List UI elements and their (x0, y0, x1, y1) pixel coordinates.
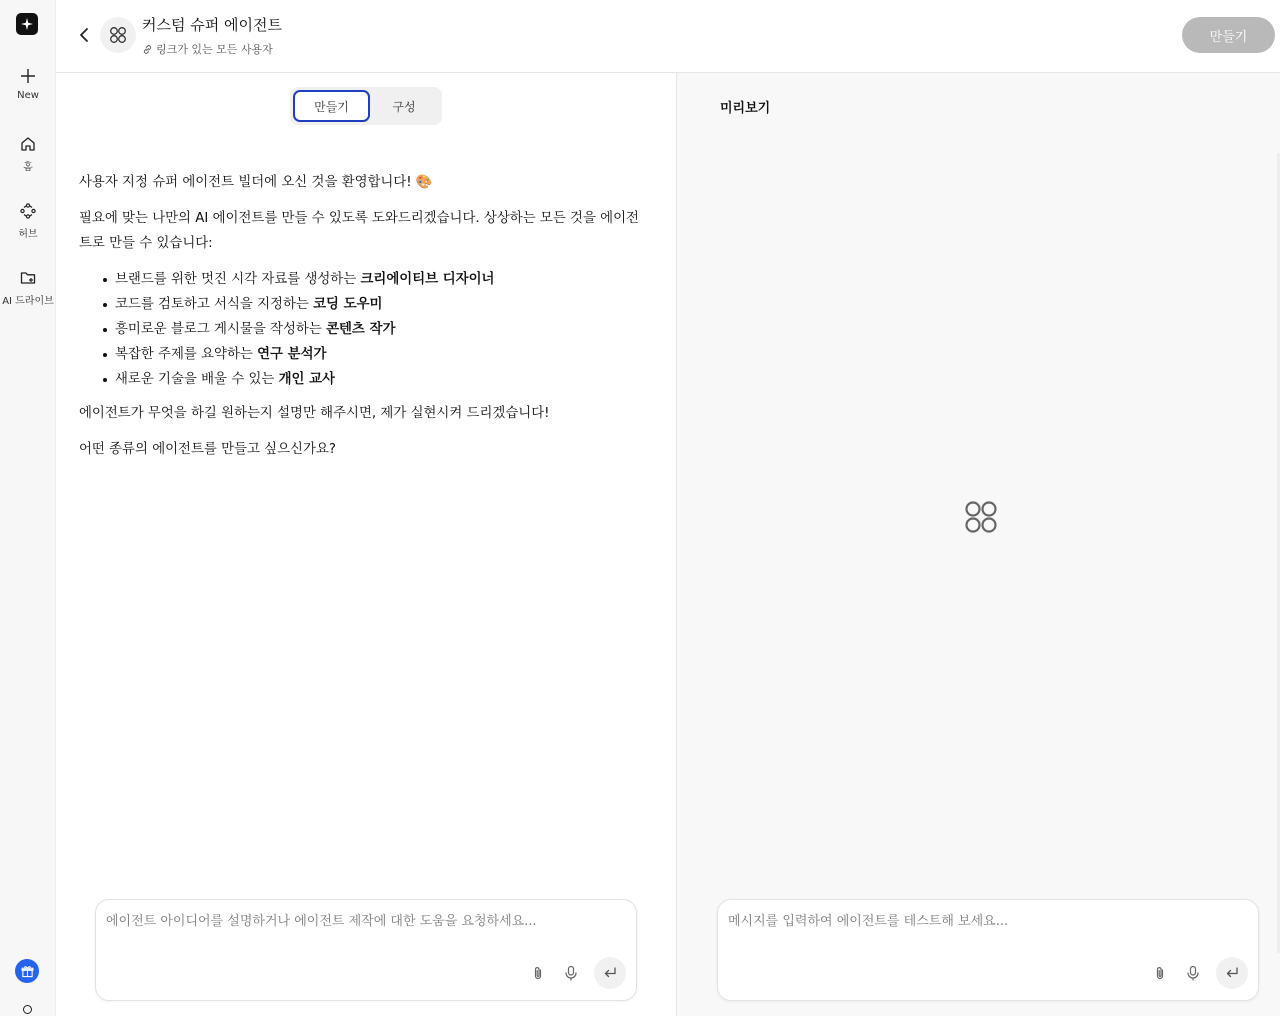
list-item: 흥미로운 블로그 게시물을 작성하는 콘텐츠 작가 (79, 317, 649, 342)
link-icon (142, 44, 153, 55)
tab-create[interactable]: 만들기 (293, 90, 370, 122)
paperclip-icon[interactable] (530, 965, 546, 981)
agent-title[interactable]: 커스텀 슈퍼 에이전트 (142, 16, 282, 34)
agent-avatar[interactable] (100, 17, 136, 53)
rail-item-ai-drive[interactable] (0, 270, 56, 307)
preview-pane (676, 73, 1280, 1016)
mode-tabs (290, 87, 442, 125)
app-logo-icon[interactable] (16, 13, 38, 35)
home-icon (20, 136, 36, 152)
rail-item-label: 허브 (18, 229, 38, 240)
builder-pane (56, 73, 676, 1016)
list-item: 브랜드를 위한 멋진 시각 자료를 생성하는 크리에이티브 디자이너 (79, 267, 649, 292)
paperclip-icon[interactable] (1152, 965, 1168, 981)
assistant-message (79, 170, 649, 473)
rail-item-new[interactable] (0, 68, 56, 101)
account-status-icon[interactable] (23, 1005, 32, 1014)
builder-input[interactable] (106, 910, 626, 950)
message-intro: 사용자 지정 슈퍼 에이전트 빌더에 오신 것을 환영합니다! 🎨 (79, 175, 433, 190)
plus-icon (20, 68, 36, 84)
share-setting[interactable] (142, 41, 273, 57)
tab-configure[interactable]: 구성 (392, 99, 416, 114)
message-question: 어떤 종류의 에이전트를 만들고 싶으신가요? (79, 442, 336, 457)
rail-item-label: AI 드라이브 (2, 296, 54, 307)
create-button[interactable]: 만들기 (1182, 17, 1275, 53)
header (56, 0, 1280, 73)
share-label: 링크가 있는 모든 사용자 (156, 43, 273, 56)
send-button[interactable] (1216, 957, 1248, 989)
rail-item-label: 홈 (23, 162, 33, 173)
back-arrow-icon[interactable] (76, 26, 94, 44)
rail-item-home[interactable] (0, 136, 56, 173)
list-item: 코드를 검토하고 서식을 지정하는 코딩 도우미 (79, 292, 649, 317)
preview-input[interactable] (728, 910, 1248, 950)
rail-item-label: New (17, 90, 39, 101)
microphone-icon[interactable] (1185, 965, 1201, 981)
hub-icon (20, 203, 36, 219)
message-outro: 에이전트가 무엇을 하길 원하는지 설명만 해주시면, 제가 실현시켜 드리겠습니다! (79, 406, 550, 421)
enter-icon (1224, 965, 1240, 981)
enter-icon (602, 965, 618, 981)
list-item: 복잡한 주제를 요약하는 연구 분석가 (79, 342, 649, 367)
preview-input-box (717, 899, 1259, 1001)
list-item: 새로운 기술을 배울 수 있는 개인 교사 (79, 367, 649, 392)
microphone-icon[interactable] (563, 965, 579, 981)
agent-logo-icon (109, 26, 127, 44)
folder-icon (20, 270, 36, 286)
preview-label: 미리보기 (720, 101, 771, 116)
message-lead: 필요에 맞는 나만의 AI 에이전트를 만들 수 있도록 도와드리겠습니다. 상상하는 모든 것을 에이전트로 만들 수 있습니다: (79, 211, 639, 251)
send-button[interactable] (594, 957, 626, 989)
agent-logo-icon (964, 500, 998, 534)
rail-item-hub[interactable] (0, 203, 56, 240)
builder-input-box (95, 899, 637, 1001)
agent-examples-list (79, 267, 649, 392)
gift-icon[interactable] (15, 959, 39, 983)
left-rail (0, 0, 56, 1016)
